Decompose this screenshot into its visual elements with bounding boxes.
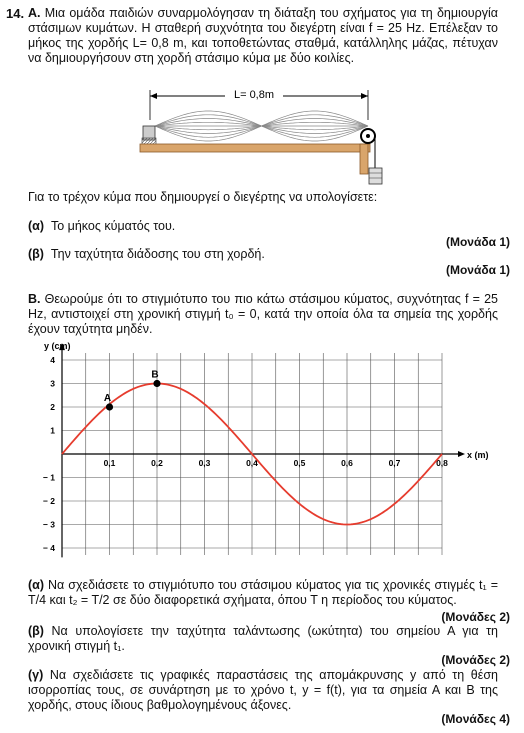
y-tick-label: − 3 (42, 519, 55, 530)
bench-clamp (360, 144, 368, 174)
question-a-label: (α) (28, 219, 45, 233)
x-tick-label: 0,3 (198, 458, 211, 468)
arrow-right-head (361, 93, 368, 99)
question-a-marks: (Μονάδα 1) (445, 235, 510, 249)
x-tick-label: 0,1 (103, 458, 116, 468)
standing-wave-envelope (155, 111, 368, 141)
standing-wave-chart (20, 338, 500, 560)
x-axis-label: x (m) (467, 450, 489, 460)
question2-a-text: Να σχεδιάσετε το στιγμιότυπο του στάσιμου κύματος για τις χρονικές στιγμές t₁ = T/4 και t₂ = T/2 σε δύο διαφορετικά σχήματα, όπου T η περίοδος του κύματος. (28, 578, 498, 607)
question2-a-marks: (Μονάδες 2) (441, 610, 510, 624)
x-tick-label: 0,7 (388, 458, 401, 468)
point-a (106, 403, 113, 410)
y-tick-label: 3 (50, 378, 55, 389)
arrow-left-head (150, 93, 157, 99)
question-a (28, 219, 175, 233)
question-b-label: (β) (28, 247, 44, 261)
point-b (153, 380, 160, 387)
part-b-label: B. (28, 292, 41, 306)
question-a-text: Το μήκος κύματός του. (50, 219, 176, 233)
question2-c (28, 668, 498, 713)
question2-b-marks: (Μονάδες 2) (441, 653, 510, 667)
point-label-b: B (151, 369, 159, 381)
problem-number: 14. (6, 6, 25, 21)
bench (140, 144, 370, 152)
question-b-text: Την ταχύτητα διάδοσης του στη χορδή. (50, 247, 265, 261)
question-b (28, 247, 265, 261)
part-a-label: A. (28, 6, 41, 20)
question2-a-label: (α) (28, 578, 45, 592)
length-label: L= 0,8m (233, 89, 275, 101)
question2-c-label: (γ) (28, 668, 44, 682)
point-label-a: A (103, 393, 112, 404)
x-tick-label: 0,2 (151, 458, 163, 468)
y-tick-label: 1 (50, 425, 55, 436)
weight (369, 168, 382, 184)
pulley-axle (366, 134, 370, 138)
y-tick-label: 2 (50, 402, 55, 412)
vibrator-base (142, 138, 156, 144)
y-tick-label: − 2 (42, 496, 55, 506)
part-b-text: Θεωρούμε ότι το στιγμιότυπο του πιο κάτω στάσιμου κύματος, συχνότητας f = 25 Hz, αντιστοιχεί στη χρονική στιγμή t₀ = 0, κατά την οποία όλα τα σημεία της χορδής έχουν ταχύτητα μηδέν. (28, 292, 498, 336)
x-tick-label: 0,5 (293, 458, 306, 468)
question-b-marks: (Μονάδα 1) (445, 263, 510, 277)
question2-c-marks: (Μονάδες 4) (441, 712, 510, 726)
apparatus-figure (130, 80, 400, 190)
y-tick-label: 4 (50, 355, 55, 365)
x-tick-label: 0,8 (436, 458, 448, 468)
question2-b (28, 624, 498, 654)
question2-b-text: Να υπολογίσετε την ταχύτητα ταλάντωσης (ωκύτητα) του σημείου Α για τη χρονική στιγμή t₁. (28, 624, 498, 653)
part-b-paragraph (28, 292, 498, 337)
intro-paragraph (28, 6, 498, 66)
task-intro: Για το τρέχον κύμα που δημιουργεί ο διεγέρτης να υπολογίσετε: (28, 190, 378, 204)
x-tick-label: 0,4 (246, 458, 258, 468)
x-tick-label: 0,6 (341, 458, 353, 468)
y-tick-label: − 4 (42, 543, 55, 553)
question2-c-text: Να σχεδιάσετε τις γραφικές παραστάσεις της απομάκρυνσης y από τη θέση ισορροπίας τους, σε συνάρτηση με το χρόνο t, y = f(t), για τα σημεία Α και Β της χορδής, στους ίδιους βαθμολογημένους άξονες. (28, 668, 498, 712)
y-tick-label: − 1 (42, 472, 55, 483)
intro-text: Μια ομάδα παιδιών συναρμολόγησαν τη διάταξη του σχήματος για τη δημιουργία στάσιμων κυμάτων. Η σταθερή συχνότητα του διεγέρτη είναι f = 25 Hz. Επέλεξαν το μήκος της χορδής L= 0,8 m, και τοποθετώντας σταθμά, κατάλληλης μάζας, πέτυχαν να δημιουργήσουν στη χορδή στάσιμο κύμα με δύο κοιλίες. (28, 6, 498, 65)
question2-a (28, 578, 498, 608)
x-axis-arrow (458, 451, 465, 457)
y-axis-label: y (cm) (44, 341, 71, 352)
question2-b-label: (β) (28, 624, 44, 638)
